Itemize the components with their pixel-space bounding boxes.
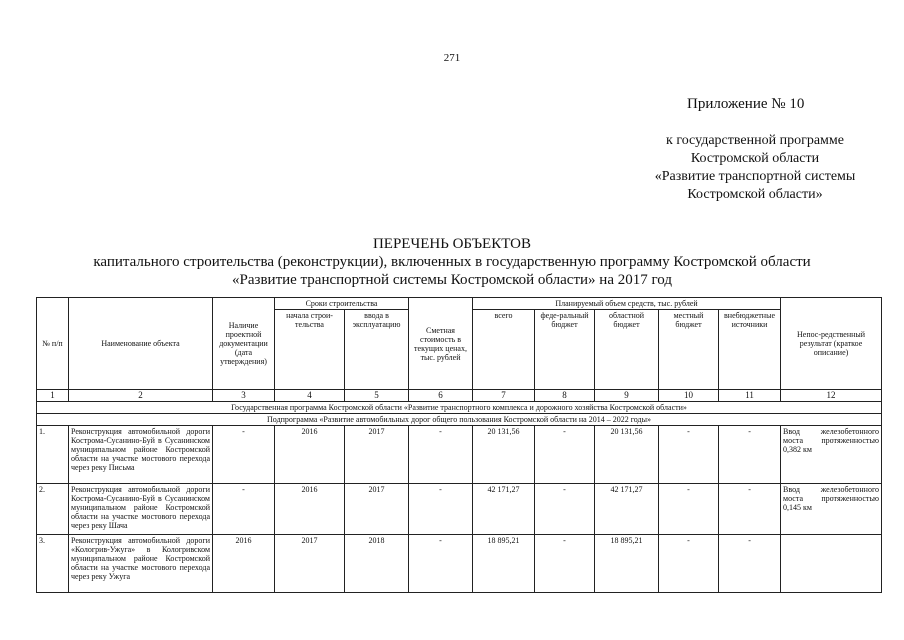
subprogram-title: Подпрограмма «Развитие автомобильных дорог общего пользования Костромской области на 2014 – 2022 годы» (37, 414, 882, 426)
header-cost: Сметная стоимость в текущих ценах, тыс. рублей (409, 298, 473, 390)
row-cost: - (409, 535, 473, 593)
row-docs: 2016 (213, 535, 275, 593)
row-object-name: Реконструкция автомобильной дороги «Кологрив-Ужуга» в Кологривском муниципальном районе Костромской области на участке мостового перехода через реку Ужуга (69, 535, 213, 593)
header-terms: Сроки строительства (275, 298, 409, 310)
row-start: 2017 (275, 535, 345, 593)
column-number: 9 (595, 390, 659, 402)
row-regional: 42 171,27 (595, 484, 659, 535)
row-local: - (659, 426, 719, 484)
header-result: Непос-редственный результат (краткое описание) (781, 298, 882, 390)
header-regional: областной бюджет (595, 310, 659, 390)
row-result: Ввод железобетонного моста протяженностью 0,145 км (781, 484, 882, 535)
column-number: 5 (345, 390, 409, 402)
table-row (37, 426, 882, 484)
header-docs: Наличие проектной документации (дата утверждения) (213, 298, 275, 390)
program-line: Костромской области» (687, 187, 823, 202)
row-commission: 2017 (345, 426, 409, 484)
row-extra: - (719, 484, 781, 535)
header-name: Наименование объекта (69, 298, 213, 390)
header-extra: внебюджетные источники (719, 310, 781, 390)
state-program-title: Государственная программа Костромской области «Развитие транспортного комплекса и дорожного хозяйства Костромской области» (37, 402, 882, 414)
row-num: 3. (37, 535, 69, 593)
column-number: 11 (719, 390, 781, 402)
row-result: Ввод железобетонного моста протяженностью 0,382 км (781, 426, 882, 484)
table-row (37, 484, 882, 535)
program-line: к государственной программе (666, 133, 844, 148)
column-number: 4 (275, 390, 345, 402)
title-subtitle-1: капитального строительства (реконструкции), включенных в государственную программу Костромской области (93, 254, 811, 270)
header-num: № п/п (37, 298, 69, 390)
row-docs: - (213, 426, 275, 484)
row-num: 2. (37, 484, 69, 535)
row-commission: 2018 (345, 535, 409, 593)
row-federal: - (535, 535, 595, 593)
state-program-row (37, 402, 882, 414)
row-start: 2016 (275, 426, 345, 484)
header-total: всего (473, 310, 535, 390)
row-commission: 2017 (345, 484, 409, 535)
row-result (781, 535, 882, 593)
column-number: 6 (409, 390, 473, 402)
row-local: - (659, 535, 719, 593)
row-federal: - (535, 426, 595, 484)
subprogram-row (37, 414, 882, 426)
row-federal: - (535, 484, 595, 535)
row-total: 42 171,27 (473, 484, 535, 535)
header-planned: Планируемый объем средств, тыс. рублей (473, 298, 781, 310)
column-number: 8 (535, 390, 595, 402)
row-docs: - (213, 484, 275, 535)
column-number: 10 (659, 390, 719, 402)
page-number: 271 (443, 52, 461, 64)
row-extra: - (719, 535, 781, 593)
header-start: начала строи-тельства (275, 310, 345, 390)
row-start: 2016 (275, 484, 345, 535)
row-object-name: Реконструкция автомобильной дороги Кострома-Сусанино-Буй в Сусанинском муниципальном районе Костромской области на участке мостового перехода через реку Письма (69, 426, 213, 484)
appendix-heading: Приложение № 10 (687, 96, 805, 112)
column-number: 1 (37, 390, 69, 402)
row-total: 18 895,21 (473, 535, 535, 593)
objects-table (36, 297, 882, 593)
row-regional: 18 895,21 (595, 535, 659, 593)
column-number: 2 (69, 390, 213, 402)
column-number: 7 (473, 390, 535, 402)
title-subtitle-2: «Развитие транспортной системы Костромской области» на 2017 год (232, 272, 672, 288)
program-reference (620, 132, 890, 204)
row-cost: - (409, 484, 473, 535)
column-number: 3 (213, 390, 275, 402)
row-local: - (659, 484, 719, 535)
row-total: 20 131,56 (473, 426, 535, 484)
title-main: ПЕРЕЧЕНЬ ОБЪЕКТОВ (372, 236, 532, 252)
header-federal: феде-ральный бюджет (535, 310, 595, 390)
header-commission: ввода в эксплуатацию (345, 310, 409, 390)
table-row (37, 535, 882, 593)
row-extra: - (719, 426, 781, 484)
row-regional: 20 131,56 (595, 426, 659, 484)
column-number: 12 (781, 390, 882, 402)
program-line: Костромской области (690, 151, 820, 166)
header-local: местный бюджет (659, 310, 719, 390)
row-num: 1. (37, 426, 69, 484)
column-number-row (37, 390, 882, 402)
document-title (0, 235, 904, 289)
row-cost: - (409, 426, 473, 484)
program-line: «Развитие транспортной системы (654, 169, 856, 184)
row-object-name: Реконструкция автомобильной дороги Кострома-Сусанино-Буй в Сусанинском муниципальном районе Костромской области на участке мостового перехода через реку Шача (69, 484, 213, 535)
